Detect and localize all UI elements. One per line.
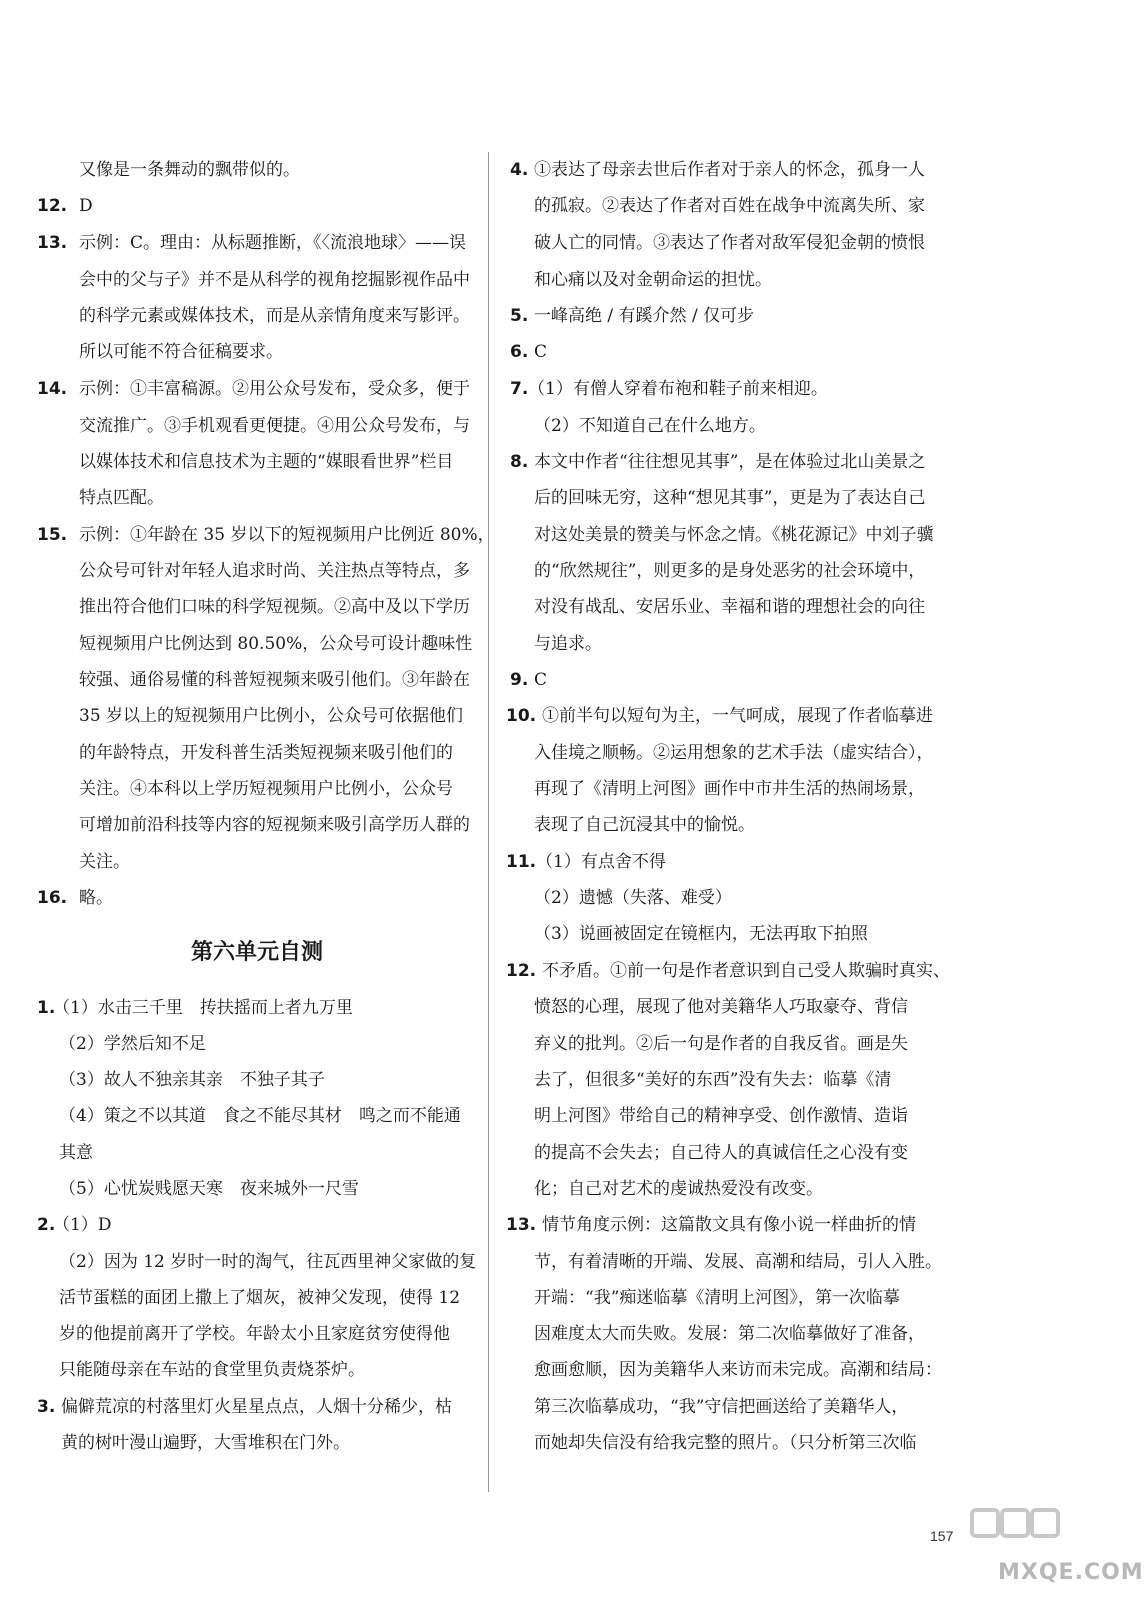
s11-line: （3）说画被固定在镜框内，无法再取下拍照 [534, 924, 868, 944]
s7-line: （1）有僧人穿着布袍和鞋子前来相迎。 [528, 379, 828, 399]
s10-line: 再现了《清明上河图》画作中市井生活的热闹场景， [534, 779, 925, 799]
s7-line: （2）不知道自己在什么地方。 [534, 416, 766, 436]
s1-line: （2）学然后知不足 [59, 1034, 206, 1054]
section-title: 第六单元自测 [190, 940, 323, 965]
s13-line: 开端：“我”痴迷临摹《清明上河图》，第一次临摹 [534, 1288, 900, 1308]
s3-number: 3. [37, 1397, 56, 1417]
s2-line: 岁的他提前离开了学校。年龄太小且家庭贫穷使得他 [59, 1324, 450, 1344]
s9-answer: C [534, 670, 548, 690]
s1-line: （5）心忧炭贱愿天寒 夜来城外一尺雪 [59, 1179, 359, 1199]
s9-number: 9. [510, 670, 529, 690]
s13-line: 而她却失信没有给我完整的照片。（只分析第三次临 [534, 1433, 917, 1453]
q16-number: 16. [37, 888, 68, 908]
s11-line: （1）有点舍不得 [536, 852, 666, 872]
q15-line: 的年龄特点，开发科普生活类短视频来吸引他们的 [79, 743, 453, 763]
s8-line: 对没有战乱、安居乐业、幸福和谐的理想社会的向往 [534, 597, 925, 617]
s1-line: （1）水击三千里 抟扶摇而上者九万里 [53, 998, 353, 1018]
s12-line: 化；自己对艺术的虔诚热爱没有改变。 [534, 1179, 823, 1199]
s10-line: ①前半句以短句为主，一气呵成，展现了作者临摹进 [542, 706, 933, 726]
q14-line: 示例：①丰富稿源。②用公众号发布，受众多，便于 [79, 379, 470, 399]
s12-line: 明上河图》带给自己的精神享受、创作激情、造诣 [534, 1106, 908, 1126]
s4-line: ①表达了母亲去世后作者对于亲人的怀念，孤身一人 [534, 160, 925, 180]
s13-line: 情节角度示例：这篇散文具有像小说一样曲折的情 [542, 1215, 916, 1235]
q15-line: 35 岁以上的短视频用户比例小，公众号可依据他们 [79, 706, 464, 726]
page-number: 157 [930, 1528, 954, 1544]
s2-line: （2）因为 12 岁时一时的淘气，往瓦西里神父家做的复 [59, 1252, 477, 1272]
s4-line: 的孤寂。②表达了作者对百姓在战争中流离失所、家 [534, 196, 925, 216]
q15-line: 关注。④本科以上学历短视频用户比例小，公众号 [79, 779, 453, 799]
s1-line: 其意 [59, 1143, 93, 1163]
s8-line: 与追求。 [534, 634, 602, 654]
column-divider [488, 152, 489, 1492]
s2-line: 只能随母亲在车站的食堂里负责烧茶炉。 [59, 1360, 365, 1380]
s12-number: 12. [506, 961, 537, 981]
q12-answer: D [79, 196, 93, 216]
s4-line: 和心痛以及对金朝命运的担忧。 [534, 270, 772, 290]
q16-answer: 略。 [79, 888, 113, 908]
s5-answer: 一峰高绝 / 有蹊介然 / 仅可步 [534, 306, 755, 326]
q14-line: 交流推广。③手机观看更便捷。④用公众号发布，与 [79, 416, 470, 436]
q11-tail: 又像是一条舞动的飘带似的。 [79, 160, 300, 180]
s11-number: 11. [506, 852, 537, 872]
s8-line: 对这处美景的赞美与怀念之情。《桃花源记》中刘子骥 [534, 525, 934, 545]
s8-line: 的“欣然规往”，则更多的是身处恶劣的社会环境中， [534, 561, 926, 581]
q13-line: 所以可能不符合征稿要求。 [79, 342, 283, 362]
q15-line: 公众号可针对年轻人追求时尚、关注热点等特点，多 [79, 561, 470, 581]
q14-number: 14. [37, 379, 68, 399]
q15-line: 短视频用户比例达到 80.50%，公众号可设计趣味性 [79, 634, 473, 654]
s8-number: 8. [510, 452, 529, 472]
s12-line: 愤怒的心理，展现了他对美籍华人巧取豪夺、背信 [534, 997, 908, 1017]
s2-number: 2. [37, 1215, 56, 1235]
q13-line: 会中的父与子》并不是从科学的视角挖掘影视作品中 [79, 270, 470, 290]
s6-answer: C [534, 342, 548, 362]
q15-line: 示例：①年龄在 35 岁以下的短视频用户比例近 80%， [79, 525, 495, 545]
s2-line: 活节蛋糕的面团上撒上了烟灰，被神父发现，使得 12 [59, 1288, 461, 1308]
s10-number: 10. [506, 706, 537, 726]
s7-number: 7. [510, 379, 529, 399]
watermark-text: MXQE.COM [998, 1560, 1144, 1585]
s12-line: 的提高不会失去；自己待人的真诚信任之心没有变 [534, 1143, 908, 1163]
s3-line: 偏僻荒凉的村落里灯火星星点点，人烟十分稀少，枯 [61, 1397, 452, 1417]
s8-line: 本文中作者“往往想见其事”，是在体验过北山美景之 [534, 452, 926, 472]
q15-line: 较强、通俗易懂的科普短视频来吸引他们。③年龄在 [79, 670, 470, 690]
s13-line: 因难度太大而失败。发展：第二次临摹做好了准备， [534, 1324, 925, 1344]
q13-number: 13. [37, 233, 68, 253]
q13-line: 示例：C。理由：从标题推断，《〈流浪地球〉——误 [79, 233, 467, 253]
s10-line: 表现了自己沉浸其中的愉悦。 [534, 815, 755, 835]
q15-line: 可增加前沿科技等内容的短视频来吸引高学历人群的 [79, 815, 470, 835]
s10-line: 入佳境之顺畅。②运用想象的艺术手法（虚实结合）， [534, 743, 934, 763]
s2-line: （1）D [53, 1215, 112, 1235]
q15-line: 关注。 [79, 852, 130, 872]
s13-line: 第三次临摹成功，“我”守信把画送给了美籍华人， [534, 1397, 909, 1417]
q14-line: 特点匹配。 [79, 488, 164, 508]
q12-number: 12. [37, 196, 68, 216]
s13-number: 13. [506, 1215, 537, 1235]
s1-line: （3）故人不独亲其亲 不独子其子 [59, 1070, 325, 1090]
q15-number: 15. [37, 525, 68, 545]
q15-line: 推出符合他们口味的科学短视频。②高中及以下学历 [79, 597, 470, 617]
s12-line: 弃义的批判。②后一句是作者的自我反省。画是失 [534, 1034, 908, 1054]
s4-line: 破人亡的同情。③表达了作者对敌军侵犯金朝的愤恨 [534, 233, 925, 253]
s1-number: 1. [37, 998, 56, 1018]
s11-line: （2）遗憾（失落、难受） [534, 888, 732, 908]
s8-line: 后的回味无穷，这种“想见其事”，更是为了表达自己 [534, 488, 926, 508]
s12-line: 不矛盾。①前一句是作者意识到自己受人欺骗时真实、 [542, 961, 950, 981]
s13-line: 愈画愈顺，因为美籍华人来访而未完成。高潮和结局： [534, 1360, 942, 1380]
s4-number: 4. [510, 160, 529, 180]
s12-line: 去了，但很多“美好的东西”没有失去：临摹《清 [534, 1070, 892, 1090]
s6-number: 6. [510, 342, 529, 362]
s1-line: （4）策之不以其道 食之不能尽其材 鸣之而不能通 [59, 1106, 461, 1126]
s13-line: 节，有着清晰的开端、发展、高潮和结局，引人入胜。 [534, 1252, 942, 1272]
s3-line: 黄的树叶漫山遍野，大雪堆积在门外。 [61, 1433, 350, 1453]
q14-line: 以媒体技术和信息技术为主题的“媒眼看世界”栏目 [79, 452, 454, 472]
s5-number: 5. [510, 306, 529, 326]
q13-line: 的科学元素或媒体技术，而是从亲情角度来写影评。 [79, 306, 470, 326]
